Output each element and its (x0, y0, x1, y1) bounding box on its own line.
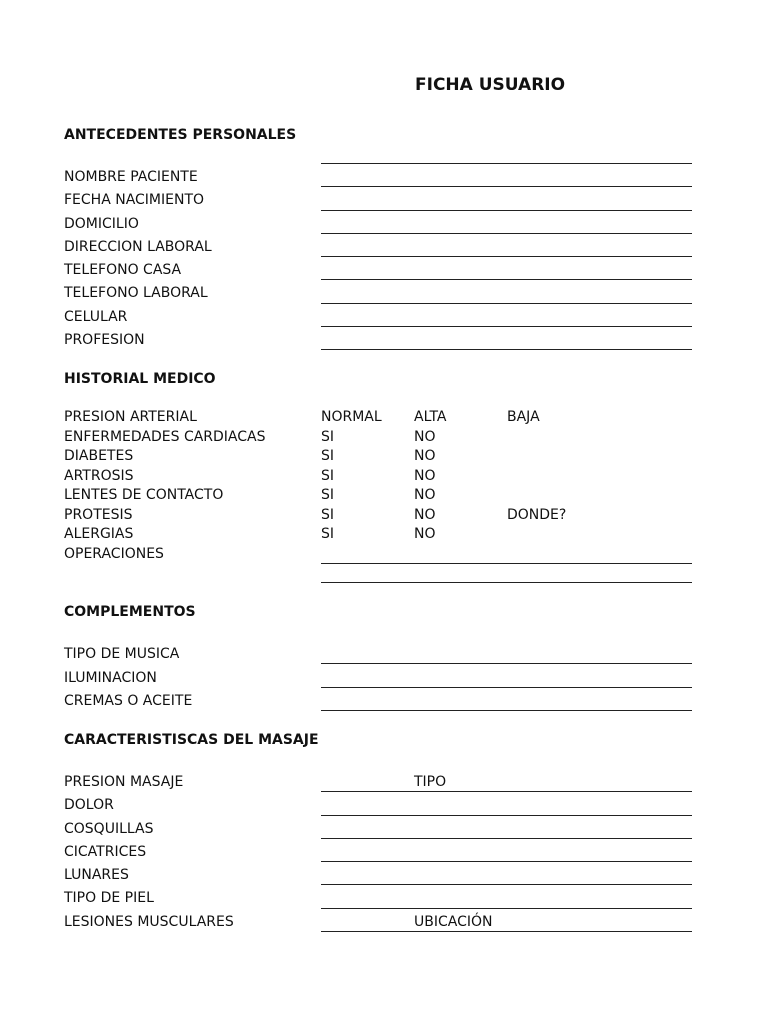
field-line-domicilio[interactable] (321, 233, 692, 234)
label-artrosis: ARTROSIS (64, 468, 134, 484)
option-protesis-no[interactable]: NO (414, 507, 436, 523)
field-line-telefono-laboral[interactable] (321, 303, 692, 304)
option-alergias-si[interactable]: SI (321, 526, 335, 542)
label-tipo: TIPO (414, 774, 447, 790)
label-nombre-paciente: NOMBRE PACIENTE (64, 169, 198, 185)
label-tipo-de-musica: TIPO DE MUSICA (64, 646, 180, 662)
option-presion-alta[interactable]: ALTA (414, 409, 447, 425)
field-line-nombre-paciente[interactable] (321, 186, 692, 187)
field-line-iluminacion[interactable] (321, 687, 692, 688)
label-diabetes: DIABETES (64, 448, 134, 464)
field-line-fecha-nacimiento[interactable] (321, 210, 692, 211)
section-heading-historial: HISTORIAL MEDICO (64, 371, 216, 387)
field-line-direccion-laboral[interactable] (321, 256, 692, 257)
field-line-cosquillas[interactable] (321, 838, 692, 839)
label-tipo-de-piel: TIPO DE PIEL (64, 890, 154, 906)
field-line-profesion[interactable] (321, 349, 692, 350)
label-presion-arterial: PRESION ARTERIAL (64, 409, 197, 425)
label-celular: CELULAR (64, 309, 128, 325)
field-line-lunares[interactable] (321, 884, 692, 885)
label-iluminacion: ILUMINACION (64, 670, 157, 686)
option-diabetes-no[interactable]: NO (414, 448, 436, 464)
label-cicatrices: CICATRICES (64, 844, 147, 860)
option-artrosis-no[interactable]: NO (414, 468, 436, 484)
label-cosquillas: COSQUILLAS (64, 821, 154, 837)
option-lentes-si[interactable]: SI (321, 487, 335, 503)
label-protesis-donde: DONDE? (507, 507, 567, 523)
field-line-operaciones-2[interactable] (321, 582, 692, 583)
option-presion-normal[interactable]: NORMAL (321, 409, 382, 425)
label-telefono-casa: TELEFONO CASA (64, 262, 182, 278)
option-artrosis-si[interactable]: SI (321, 468, 335, 484)
label-telefono-laboral: TELEFONO LABORAL (64, 285, 208, 301)
label-cremas-o-aceite: CREMAS O ACEITE (64, 693, 193, 709)
label-dolor: DOLOR (64, 797, 114, 813)
label-operaciones: OPERACIONES (64, 546, 164, 562)
section-heading-complementos: COMPLEMENTOS (64, 604, 196, 620)
label-lunares: LUNARES (64, 867, 129, 883)
section-heading-masaje: CARACTERISTISCAS DEL MASAJE (64, 732, 319, 748)
option-protesis-si[interactable]: SI (321, 507, 335, 523)
option-alergias-no[interactable]: NO (414, 526, 436, 542)
field-line-cremas-o-aceite[interactable] (321, 710, 692, 711)
field-line-telefono-casa[interactable] (321, 279, 692, 280)
option-cardiacas-si[interactable]: SI (321, 429, 335, 445)
field-line-presion-masaje[interactable] (321, 791, 692, 792)
label-fecha-nacimiento: FECHA NACIMIENTO (64, 192, 205, 208)
section-heading-antecedentes: ANTECEDENTES PERSONALES (64, 127, 297, 143)
field-line-cicatrices[interactable] (321, 861, 692, 862)
label-direccion-laboral: DIRECCION LABORAL (64, 239, 212, 255)
label-domicilio: DOMICILIO (64, 216, 139, 232)
field-line-lesiones-musculares[interactable] (321, 931, 692, 932)
option-lentes-no[interactable]: NO (414, 487, 436, 503)
label-protesis: PROTESIS (64, 507, 133, 523)
option-presion-baja[interactable]: BAJA (507, 409, 540, 425)
label-alergias: ALERGIAS (64, 526, 134, 542)
field-line-operaciones-1[interactable] (321, 563, 692, 564)
option-diabetes-si[interactable]: SI (321, 448, 335, 464)
label-ubicacion: UBICACIÓN (414, 914, 493, 930)
form-title: FICHA USUARIO (415, 75, 566, 95)
label-presion-masaje: PRESION MASAJE (64, 774, 184, 790)
field-line-dolor[interactable] (321, 815, 692, 816)
label-lesiones-musculares: LESIONES MUSCULARES (64, 914, 234, 930)
label-profesion: PROFESION (64, 332, 145, 348)
label-enfermedades-cardiacas: ENFERMEDADES CARDIACAS (64, 429, 266, 445)
field-line-tipo-de-piel[interactable] (321, 908, 692, 909)
field-line-top (321, 163, 692, 164)
field-line-celular[interactable] (321, 326, 692, 327)
field-line-tipo-de-musica[interactable] (321, 663, 692, 664)
label-lentes-de-contacto: LENTES DE CONTACTO (64, 487, 224, 503)
option-cardiacas-no[interactable]: NO (414, 429, 436, 445)
